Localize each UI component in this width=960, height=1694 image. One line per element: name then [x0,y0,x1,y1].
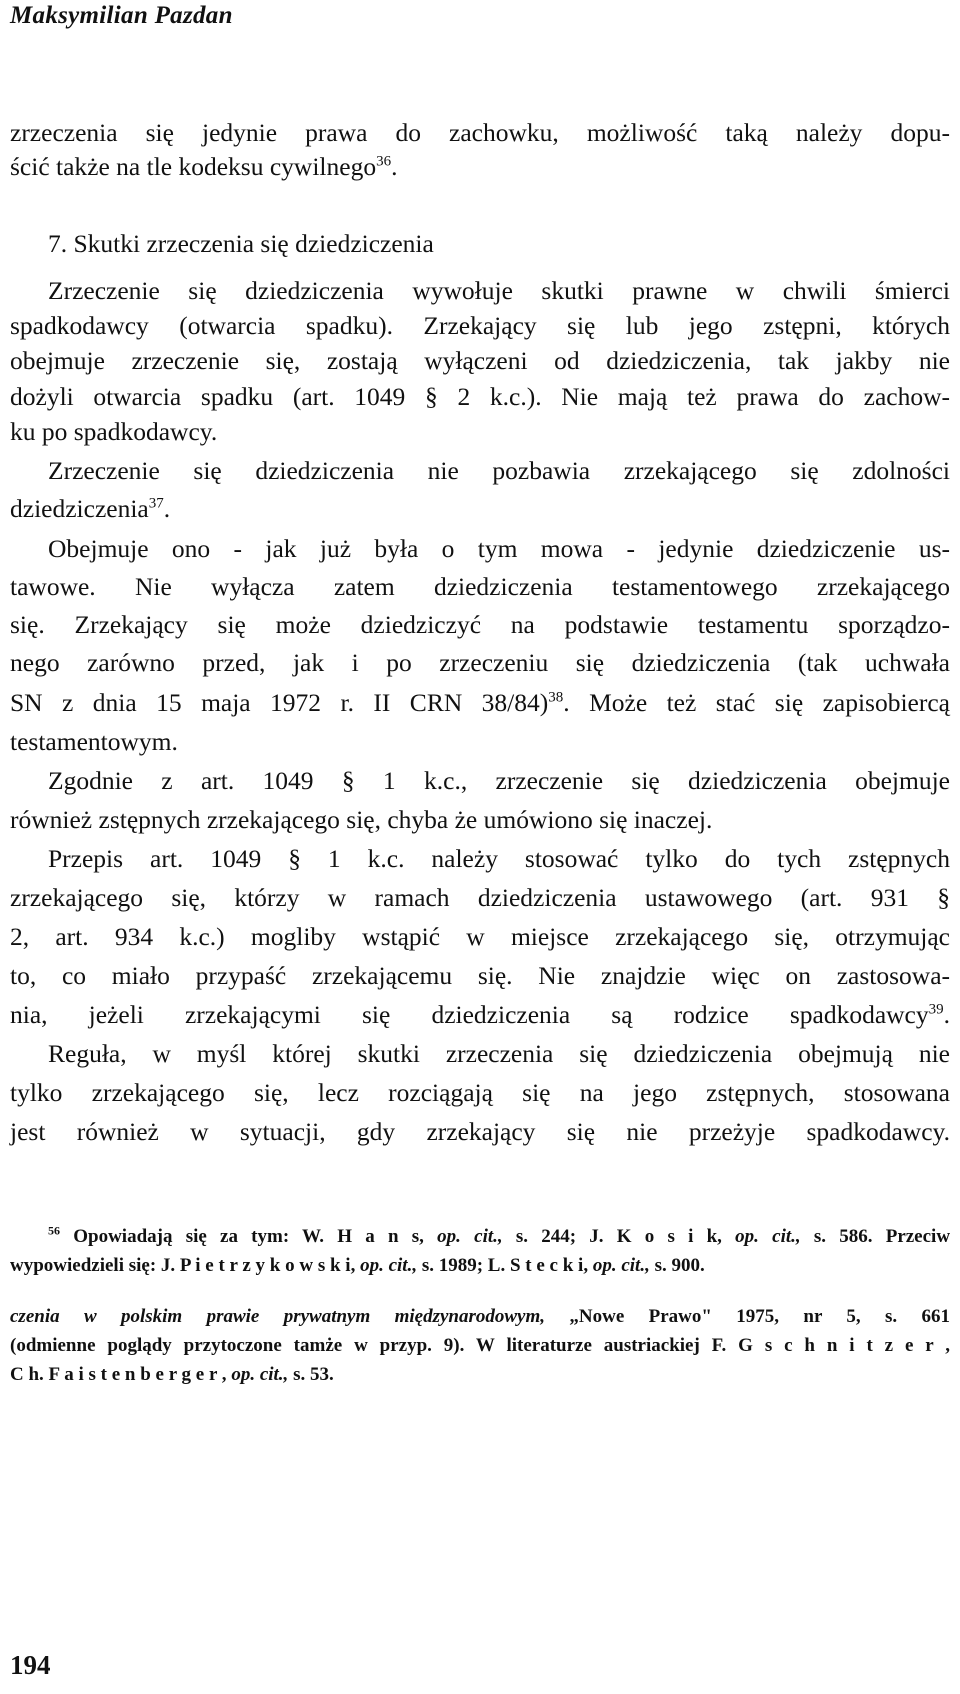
text-line: tylko zrzekającego się, lecz rozciągają się na jego zstępnych, stosowana [10,1078,950,1107]
footnote-ref: 36 [376,153,392,170]
text-line: Zrzeczenie się dziedziczenia nie pozbawia zrzekającego się zdolności [48,456,950,485]
footnote-line: C h. F a i s t e n b e r g e r , op. cit., s. 53. [10,1364,334,1385]
text-line: Obejmuje ono - jak już była o tym mowa - jedynie dziedziczenie us- [48,534,950,563]
footnote-mark: 56 [48,1223,60,1238]
text-line: również zstępnych zrzekającego się, chyba że umówiono się inaczej. [10,805,713,834]
footnote-line: (odmienne poglądy przytoczone tamże w przyp. 9). W literaturze austriackiej F. G s c h n i t z e r , [10,1335,950,1356]
text-line: ścić także na tle kodeksu cywilnego$^{36}$. [10,152,398,181]
footnote-line: wypowiedzieli się: J. P i e t r z y k o w s k i, op. cit., s. 1989; L. S t e c k i, op. cit., s. 900. [10,1255,705,1276]
text-line: Zrzeczenie się dziedziczenia wywołuje skutki prawne w chwili śmierci [48,276,950,305]
text-line: obejmuje zrzeczenie się, zostają wyłączeni od dziedziczenia, tak jakby nie [10,346,950,375]
text-line: 2, art. 934 k.c.) mogliby wstąpić w miejsce zrzekającego się, otrzymując [10,922,950,951]
footnote-line: czenia w polskim prawie prywatnym międzynarodowym, „Nowe Prawo" 1975, nr 5, s. 661 [10,1306,950,1327]
text-line: jest również w sytuacji, gdy zrzekający się nie przeżyje spadkodawcy. [10,1117,950,1146]
text-line: Zgodnie z art. 1049 § 1 k.c., zrzeczenie się dziedziczenia obejmuje [48,766,950,795]
text-line: spadkodawcy (otwarcia spadku). Zrzekający się lub jego zstępni, których [10,311,950,340]
text-line: to, co miało przypaść zrzekającemu się. Nie znajdzie więc on zastosowa- [10,961,950,990]
text-line: zrzekającego się, którzy w ramach dziedziczenia ustawowego (art. 931 § [10,883,950,912]
text-line: dożyli otwarcia spadku (art. 1049 § 2 k.c.). Nie mają też prawa do zachow- [10,382,950,411]
text-line: testamentowym. [10,727,178,756]
text-line: zrzeczenia się jedynie prawa do zachowku, możliwość taką należy dopu- [10,118,950,147]
text-line: Reguła, w myśl której skutki zrzeczenia się dziedziczenia obejmują nie [48,1039,950,1068]
text-line: się. Zrzekający się może dziedziczyć na podstawie testamentu sporządzo- [10,610,950,639]
text-line: ku po spadkodawcy. [10,417,218,446]
footnote-ref: 38 [548,689,564,706]
footnote-ref: 39 [928,1001,944,1018]
text-line: Przepis art. 1049 § 1 k.c. należy stosować tylko do tych zstępnych [48,844,950,873]
section-heading: 7. Skutki zrzeczenia się dziedziczenia [48,229,434,258]
text-line: nia, jeżeli zrzekającymi się dziedziczenia są rodzice spadkodawcy$^{39}$. [10,1000,950,1029]
text-line: nego zarówno przed, jak i po zrzeczeniu się dziedziczenia (tak uchwała [10,648,950,677]
running-head: Maksymilian Pazdan [10,2,233,29]
text-line: SN z dnia 15 maja 1972 r. II CRN 38/84)$^{38}$. Może też stać się zapisobiercą [10,688,950,717]
text-line: tawowe. Nie wyłącza zatem dziedziczenia testamentowego zrzekającego [10,572,950,601]
text-line: dziedziczenia$^{37}$. [10,494,171,523]
footnote-line: $^{56}$ Opowiadają się za tym: W. H a n s, op. cit., s. 244; J. K o s i k, op. cit., s. 586. Przeciw [48,1223,951,1247]
page-number: 194 [10,1650,51,1680]
footnote-ref: 37 [148,495,164,512]
